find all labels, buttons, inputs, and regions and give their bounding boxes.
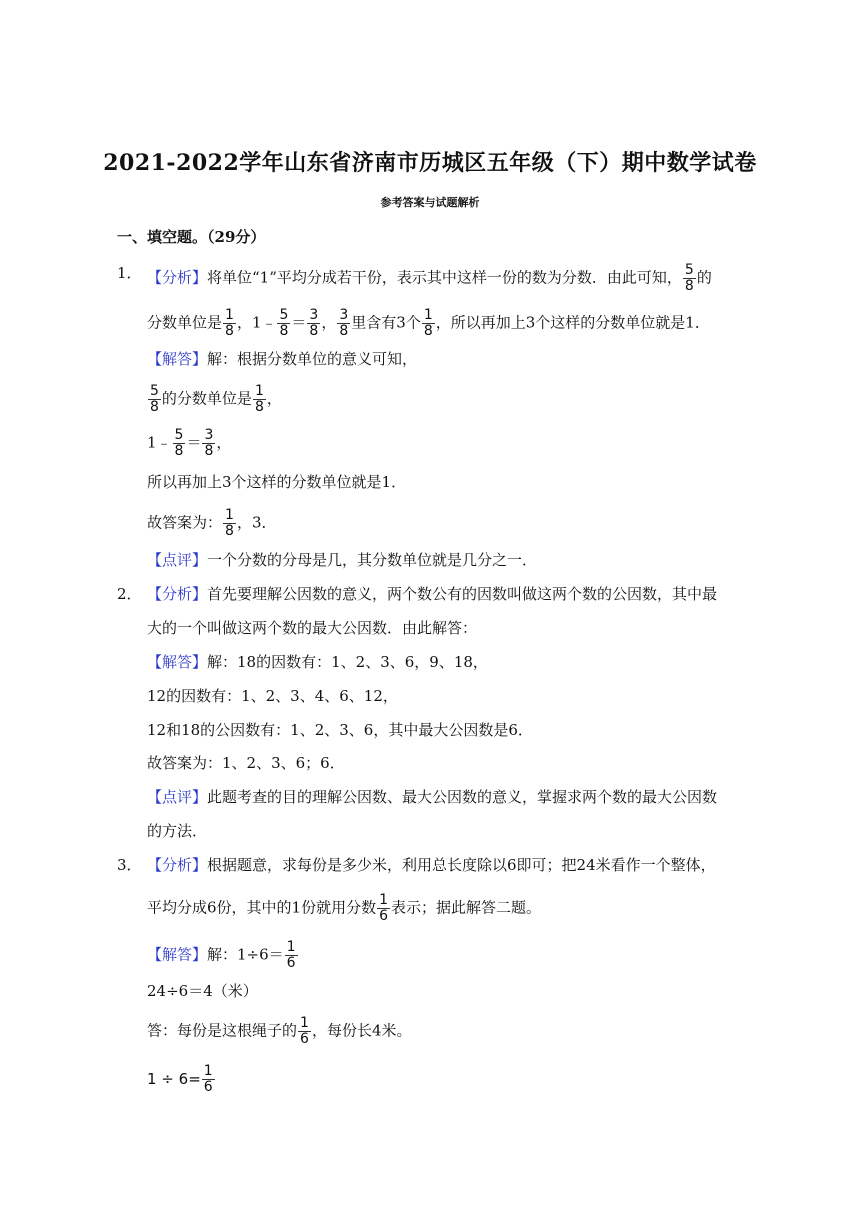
q3-analysis-line2: 平均分成6份，其中的1份就用分数 $\frac{1}{6}$ 表示；据此解答二题。 bbox=[147, 892, 542, 924]
comment-tag: 【点评】 bbox=[147, 551, 208, 569]
page-title: 2021-2022学年山东省济南市历城区五年级（下）期中数学试卷 bbox=[103, 150, 757, 176]
q3-solution-line4: 1 ÷ 6= $\frac{1}{6}$ bbox=[147, 1063, 213, 1095]
section-heading: 一、填空题。（29分） bbox=[117, 228, 266, 246]
fraction: $\frac{5}{8}$ bbox=[174, 427, 184, 459]
fraction: $\frac{1}{6}$ bbox=[379, 892, 389, 924]
fraction: $\frac{1}{6}$ bbox=[286, 939, 296, 971]
q1-solution-line4: 所以再加上3个这样的分数单位就是1． bbox=[147, 473, 407, 491]
page-subtitle: 参考答案与试题解析 bbox=[380, 196, 480, 209]
q1-comment: 【点评】一个分数的分母是几，其分数单位就是几分之一． bbox=[147, 551, 538, 569]
fraction: $\frac{1}{8}$ bbox=[225, 307, 234, 339]
q3-solution-line3: 答：每份是这根绳子的 $\frac{1}{6}$ ，每份长4米。 bbox=[147, 1015, 412, 1047]
fraction: $\frac{5}{8}$ bbox=[684, 262, 694, 294]
question-number: 3． bbox=[117, 856, 142, 874]
q3-analysis-line1: 【分析】根据题意，求每份是多少米，利用总长度除以6即可；把24米看作一个整体， bbox=[147, 856, 716, 874]
question-number: 1． bbox=[117, 264, 142, 282]
q2-solution-line3: 12和18的公因数有：1、2、3、6，其中最大公因数是6． bbox=[147, 721, 533, 739]
analysis-tag: 【分析】 bbox=[147, 268, 208, 287]
fraction: $\frac{1}{6}$ bbox=[300, 1015, 309, 1047]
fraction: $\frac{5}{8}$ bbox=[150, 383, 159, 415]
q1-analysis-line2: 分数单位是 $\frac{1}{8}$ ，1﹣ $\frac{5}{8}$ ＝ $\frac{3}{8}$ ， $\frac{3}{8}$ 里含有3个 $\frac{1}{8}$ ，所以再加上3个这样的分数单位就是1． bbox=[147, 307, 710, 339]
q2-solution-line2: 12的因数有：1、2、3、4、6、12， bbox=[147, 687, 398, 705]
q2-solution-line1: 【解答】解：18的因数有：1、2、3、6，9、18， bbox=[147, 653, 488, 671]
fraction: $\frac{5}{8}$ bbox=[279, 307, 289, 339]
q2-comment-line1: 【点评】此题考查的目的理解公因数、最大公因数的意义，掌握求两个数的最大公因数 bbox=[147, 788, 718, 806]
analysis-tag: 【分析】 bbox=[147, 585, 208, 603]
q2-analysis-line1: 【分析】首先要理解公因数的意义，两个数公有的因数叫做这两个数的公因数，其中最 bbox=[147, 585, 718, 603]
answer-tag: 【解答】 bbox=[147, 653, 208, 671]
fraction: $\frac{3}{8}$ bbox=[339, 307, 349, 339]
q1-analysis-line1: 【分析】将单位“1”平均分成若干份，表示其中这样一份的数为分数．由此可知， $\frac{5}{8}$ 的 bbox=[147, 262, 712, 294]
fraction: $\frac{1}{8}$ bbox=[254, 383, 264, 415]
fraction: $\frac{3}{8}$ bbox=[204, 427, 214, 459]
q1-solution-line3: 1﹣ $\frac{5}{8}$ ＝ $\frac{3}{8}$ ， bbox=[147, 427, 232, 459]
fraction: $\frac{1}{8}$ bbox=[225, 507, 234, 539]
q1-solution-line1: 【解答】解：根据分数单位的意义可知， bbox=[147, 350, 418, 368]
fraction: $\frac{1}{8}$ bbox=[423, 307, 433, 339]
q2-analysis-line2: 大的一个叫做这两个数的最大公因数．由此解答： bbox=[147, 619, 478, 637]
answer-tag: 【解答】 bbox=[147, 945, 208, 964]
q1-solution-line5: 故答案为： $\frac{1}{8}$ ，3． bbox=[147, 507, 277, 539]
question-number: 2． bbox=[117, 585, 142, 603]
comment-tag: 【点评】 bbox=[147, 788, 208, 806]
q3-solution-line1: 【解答】解：1÷6＝ $\frac{1}{6}$ bbox=[147, 939, 296, 971]
analysis-tag: 【分析】 bbox=[147, 856, 208, 874]
fraction: $\frac{3}{8}$ bbox=[309, 307, 319, 339]
q2-solution-line4: 故答案为：1、2、3、6；6． bbox=[147, 754, 345, 772]
fraction: $\frac{1}{6}$ bbox=[203, 1063, 213, 1095]
q2-comment-line2: 的方法． bbox=[147, 822, 208, 840]
answer-tag: 【解答】 bbox=[147, 350, 208, 368]
q3-solution-line2: 24÷6＝4（米） bbox=[147, 982, 258, 1000]
q1-solution-line2: $\frac{5}{8}$ 的分数单位是 $\frac{1}{8}$ ， bbox=[150, 383, 282, 415]
